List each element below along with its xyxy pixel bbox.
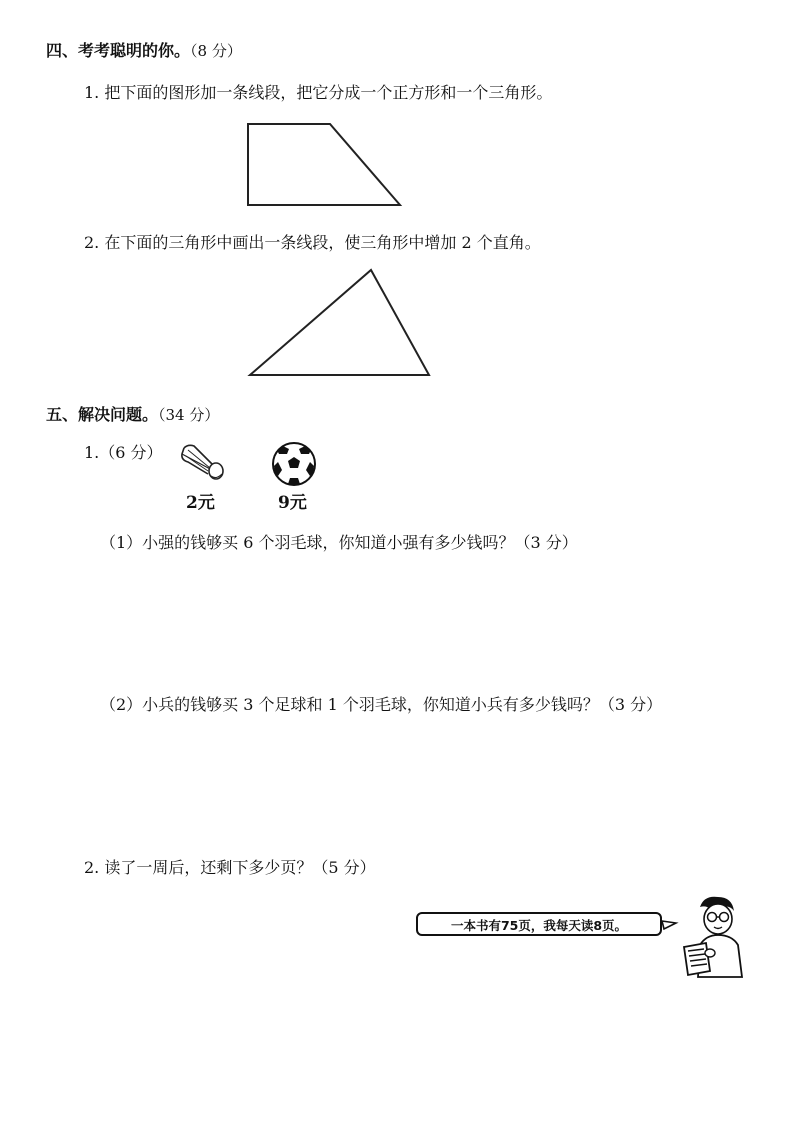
shuttlecock-price: 2元 xyxy=(186,493,215,513)
question-5-2: 2. 读了一周后，还剩下多少页？（5 分） xyxy=(84,858,376,877)
speech-bubble: 一本书有75页，我每天读8页。 xyxy=(416,912,662,936)
section-5-heading xyxy=(46,402,219,425)
soccer-ball-price: 9元 xyxy=(278,493,307,513)
question-5-1-sub2: （2）小兵的钱够买 3 个足球和 1 个羽毛球，你知道小兵有多少钱吗？（3 分） xyxy=(100,695,663,714)
question-5-1-label: 1.（6 分） xyxy=(84,443,163,462)
section-4-points: （8 分） xyxy=(190,42,242,60)
triangle-shape xyxy=(250,270,429,375)
question-4-2: 2. 在下面的三角形中画出一条线段，使三角形中增加 2 个直角。 xyxy=(84,233,541,252)
section-5-title: 五、解决问题。 xyxy=(46,405,159,424)
question-4-1: 1. 把下面的图形加一条线段，把它分成一个正方形和一个三角形。 xyxy=(84,83,553,102)
section-4-title: 四、考考聪明的你。 xyxy=(46,41,191,60)
section-5-points: （34 分） xyxy=(158,406,220,424)
question-5-1-sub1: （1）小强的钱够买 6 个羽毛球，你知道小强有多少钱吗？（3 分） xyxy=(100,533,578,552)
reading-boy-icon xyxy=(660,893,750,981)
soccer-ball-icon xyxy=(270,440,318,488)
shuttlecock-icon xyxy=(178,440,228,482)
